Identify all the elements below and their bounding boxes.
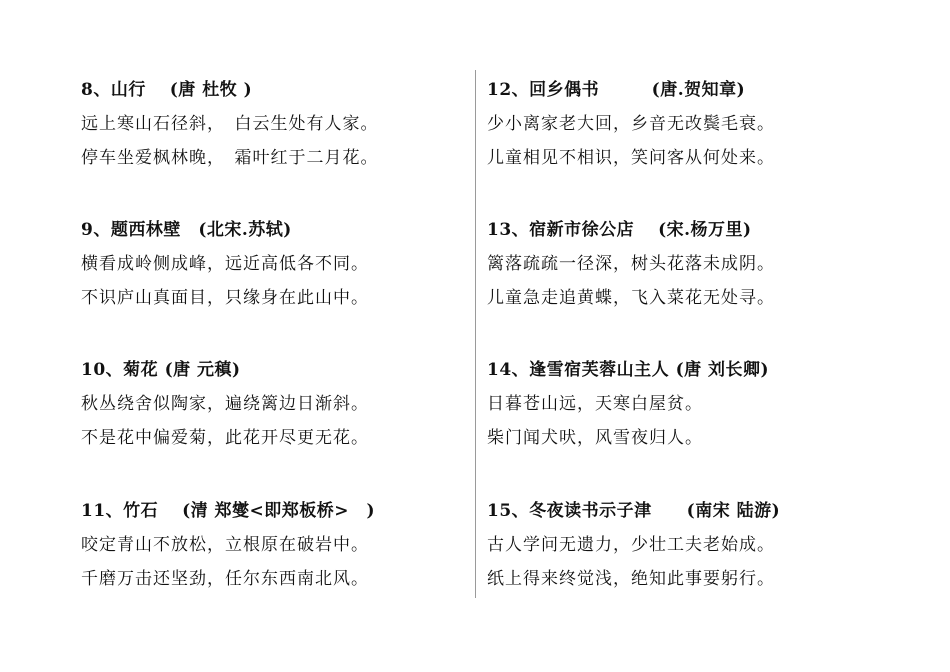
- poem-10: [81, 359, 461, 449]
- column-divider: [475, 70, 476, 598]
- poem-line: 日暮苍山远，天寒白屋贫。: [487, 394, 703, 414]
- poem-line: 篱落疏疏一径深，树头花落未成阴。: [487, 254, 775, 274]
- poem-14: [487, 359, 927, 449]
- poem-13: [487, 219, 927, 309]
- poem-title: 12、回乡偶书 (唐.贺知章): [487, 80, 746, 100]
- poem-line: 不识庐山真面目，只缘身在此山中。: [81, 288, 369, 308]
- poem-9: [81, 219, 461, 309]
- poem-title: 8、山行 (唐 杜牧 ): [81, 80, 253, 100]
- poem-line: 不是花中偏爱菊，此花开尽更无花。: [81, 428, 369, 448]
- poem-line: 儿童相见不相识，笑问客从何处来。: [487, 148, 775, 168]
- poem-line: 儿童急走追黄蝶，飞入菜花无处寻。: [487, 288, 775, 308]
- poem-line: 秋丛绕舍似陶家，遍绕篱边日渐斜。: [81, 394, 369, 414]
- poem-line: 古人学问无遗力，少壮工夫老始成。: [487, 535, 775, 555]
- poem-title: 10、菊花 (唐 元稹): [81, 360, 241, 380]
- poem-line: 咬定青山不放松，立根原在破岩中。: [81, 535, 369, 555]
- poem-title: 9、题西林壁 (北宋.苏轼): [81, 220, 292, 240]
- poem-line: 停车坐爱枫林晚， 霜叶红于二月花。: [81, 148, 379, 168]
- poem-line: 纸上得来终觉浅，绝知此事要躬行。: [487, 569, 775, 589]
- poem-line: 横看成岭侧成峰，远近高低各不同。: [81, 254, 369, 274]
- poem-title: 13、宿新市徐公店 (宋.杨万里): [487, 220, 752, 240]
- poem-line: 千磨万击还坚劲，任尔东西南北风。: [81, 569, 369, 589]
- poem-11: [81, 500, 461, 590]
- poem-line: 少小离家老大回，乡音无改鬓毛衰。: [487, 114, 775, 134]
- poem-line: 远上寒山石径斜， 白云生处有人家。: [81, 114, 379, 134]
- poem-12: [487, 79, 927, 169]
- poem-15: [487, 500, 927, 590]
- poem-8: [81, 79, 461, 169]
- poem-title: 14、逢雪宿芙蓉山主人 (唐 刘长卿): [487, 360, 770, 380]
- poem-title: 11、竹石 (清 郑燮<即郑板桥> ): [81, 501, 376, 521]
- poem-title: 15、冬夜读书示子津 (南宋 陆游): [487, 501, 781, 521]
- poem-line: 柴门闻犬吠，风雪夜归人。: [487, 428, 703, 448]
